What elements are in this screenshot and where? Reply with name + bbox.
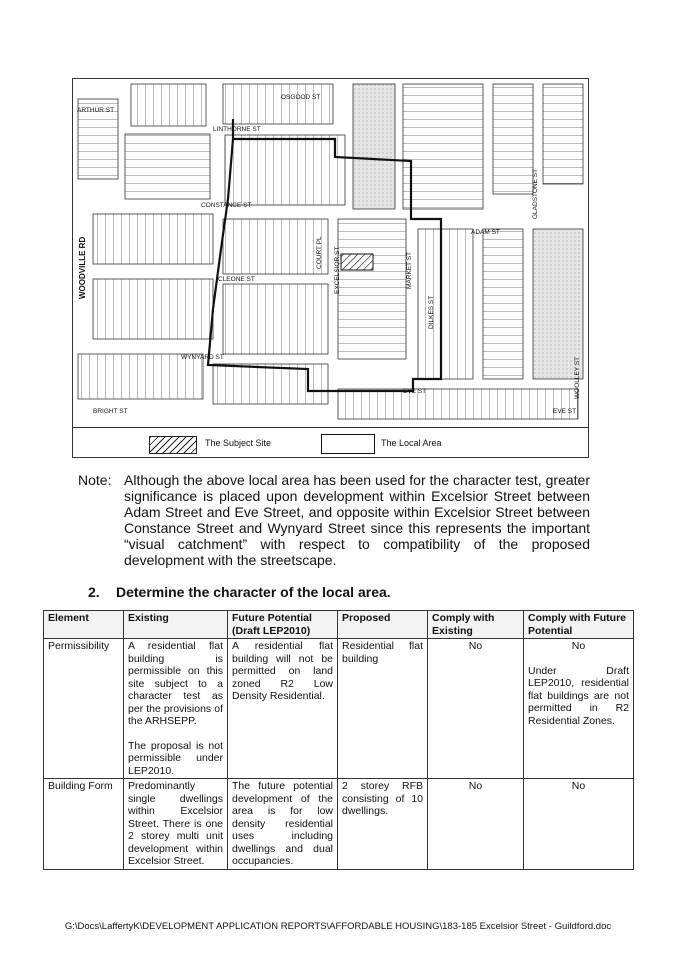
cell-comply-future: No xyxy=(524,779,634,870)
map-legend xyxy=(73,427,588,458)
local-area-swatch xyxy=(321,434,375,454)
cell-comply-future-value: No xyxy=(571,640,586,652)
cell-existing: Predominantly single dwellings within Excelsior Street. There is one 2 storey multi unit development within Excelsior Street. xyxy=(124,779,228,870)
note-label: Note: xyxy=(78,472,112,488)
cell-comply-future xyxy=(524,639,634,779)
subject-site-marker xyxy=(341,254,373,270)
street-cleone: CLEONE ST xyxy=(218,276,255,283)
character-table xyxy=(43,610,634,870)
section-number: 2. xyxy=(88,584,100,600)
street-woodville: WOODVILLE RD xyxy=(78,236,87,299)
street-osgood: OSGOOD ST xyxy=(281,94,321,101)
street-excelsior: EXCELSIOR ST xyxy=(334,246,341,294)
note-paragraph xyxy=(78,472,590,568)
street-gladstone: GLADSTONE ST xyxy=(532,168,539,219)
cell-comply-future-extra: Under Draft LEP2010, residential flat buildings are not permitted in R2 Residential Zones. xyxy=(528,664,629,727)
section-title: Determine the character of the local area. xyxy=(116,584,391,600)
header-element: Element xyxy=(44,611,124,639)
subject-site-swatch xyxy=(149,436,197,454)
cell-existing-extra: The proposal is not permissible under LEP2010. xyxy=(128,739,223,777)
street-court: COURT PL xyxy=(316,236,323,269)
cell-comply-existing: No xyxy=(428,639,524,779)
header-existing: Existing xyxy=(124,611,228,639)
street-market: MARKET ST xyxy=(406,251,413,289)
subject-site-label: The Subject Site xyxy=(205,438,272,448)
location-map xyxy=(72,78,589,458)
cell-future: A residential flat building will not be permitted on land zoned R2 Low Density Residential. xyxy=(228,639,338,779)
cell-comply-existing: No xyxy=(428,779,524,870)
cell-proposed: 2 storey RFB consisting of 10 dwellings. xyxy=(338,779,428,870)
header-proposed: Proposed xyxy=(338,611,428,639)
footer-path: G:\Docs\LaffertyK\DEVELOPMENT APPLICATION REPORTS\AFFORDABLE HOUSING\183-185 Excelsior Street - Guildford.doc xyxy=(64,921,612,932)
cell-existing-text: A residential flat building is permissible on this site subject to a character test as per the provisions of the ARHSEPP. xyxy=(128,640,223,727)
street-map xyxy=(73,79,588,427)
street-eve-right: EVE ST xyxy=(553,408,577,415)
cell-existing xyxy=(124,639,228,779)
street-constance: CONSTANCE ST xyxy=(201,202,252,209)
table-row xyxy=(44,779,634,870)
street-eve-left: EVE ST xyxy=(403,388,427,395)
header-comply-future: Comply with Future Potential xyxy=(524,611,634,639)
street-wynyard: WYNYARD ST xyxy=(181,354,224,361)
street-bright: BRIGHT ST xyxy=(93,408,128,415)
cell-element: Building Form xyxy=(44,779,124,870)
street-linthorne: LINTHORNE ST xyxy=(213,126,261,133)
cell-element: Permissibility xyxy=(44,639,124,779)
table-row xyxy=(44,639,634,779)
cell-future: The future potential development of the area is for low density residential uses including dwellings and dual occupancies. xyxy=(228,779,338,870)
local-area-label: The Local Area xyxy=(381,438,442,448)
street-arthur: ARTHUR ST xyxy=(77,107,115,114)
header-future: Future Potential (Draft LEP2010) xyxy=(228,611,338,639)
header-comply-existing: Comply with Existing xyxy=(428,611,524,639)
street-woolley: WOOLLEY ST xyxy=(574,356,581,399)
street-dilkes: DILKES ST xyxy=(428,295,435,329)
street-adam: ADAM ST xyxy=(471,229,500,236)
note-text: Although the above local area has been used for the character test, greater significance is placed upon development within Excelsior Street between Adam Street and Eve Street, and opposite within Excelsior Street between Constance Street and Wynyard Street since this represents the important “visual catchment” with respect to compatibility of the proposed development with the streetscape. xyxy=(124,472,590,568)
table-header-row xyxy=(44,611,634,639)
cell-proposed: Residential flat building xyxy=(338,639,428,779)
